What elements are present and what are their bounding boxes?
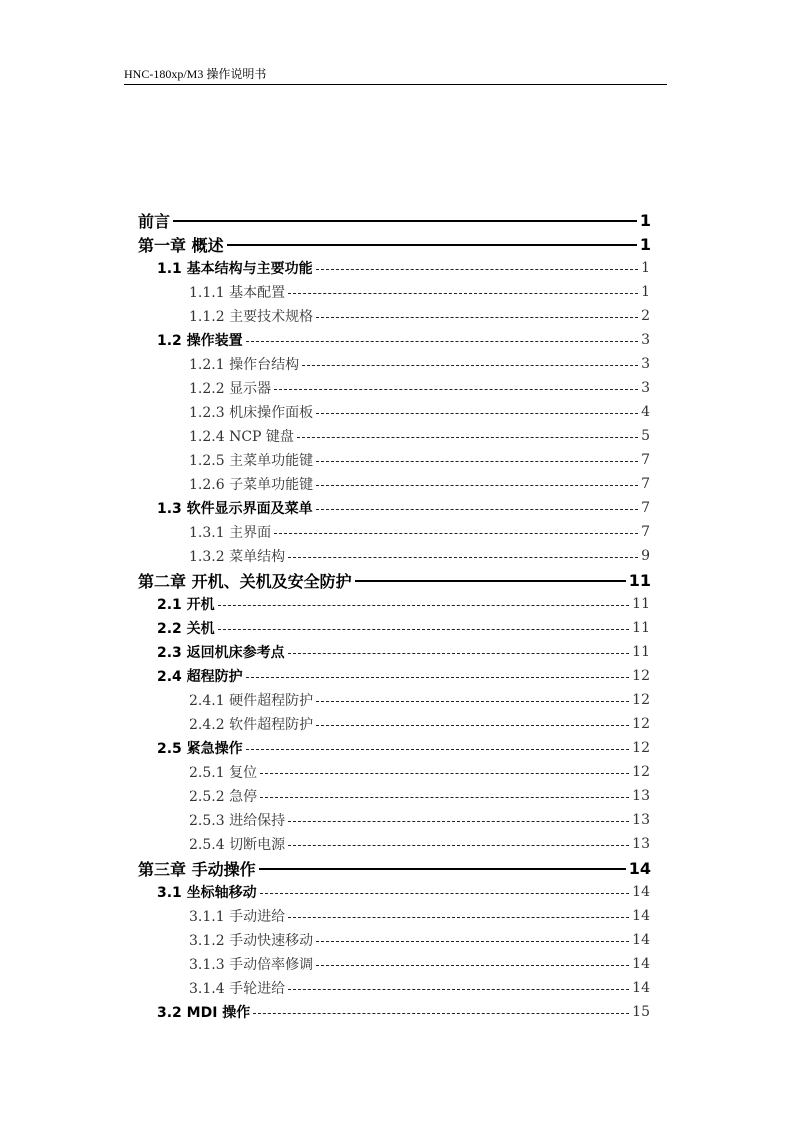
toc-entry[interactable] (138, 232, 651, 256)
toc-entry[interactable] (157, 664, 650, 688)
toc-entry-page: 12 (632, 740, 650, 756)
toc-entry-title: 1.1.2 主要技术规格 (189, 309, 314, 325)
toc-entry-title: 2.4 超程防护 (157, 669, 243, 685)
toc-entry[interactable] (189, 712, 650, 736)
toc-entry-title: 1.2.5 主菜单功能键 (189, 453, 314, 469)
toc-entry[interactable] (189, 976, 650, 1000)
toc-leader (288, 653, 629, 654)
toc-entry-page: 1 (641, 260, 650, 276)
toc-leader (316, 725, 629, 726)
toc-entry-title: 1.3 软件显示界面及菜单 (157, 501, 313, 517)
toc-entry-title: 第三章 手动操作 (138, 859, 256, 879)
toc-entry-title: 3.1.2 手动快速移动 (189, 933, 314, 949)
header-rule (124, 84, 667, 85)
toc-entry-page: 12 (632, 764, 650, 780)
toc-leader (297, 437, 638, 438)
toc-entry[interactable] (189, 472, 650, 496)
toc-leader (246, 677, 629, 678)
toc-entry-page: 4 (641, 404, 650, 420)
toc-leader (246, 341, 638, 342)
toc-leader (274, 389, 638, 390)
toc-entry-title: 3.2 MDI 操作 (157, 1005, 251, 1021)
toc-entry-page: 12 (632, 692, 650, 708)
toc-entry[interactable] (157, 880, 650, 904)
toc-entry-title: 第一章 概述 (138, 235, 224, 255)
toc-entry-title: 前言 (138, 211, 171, 231)
toc-leader (288, 557, 638, 558)
toc-entry-title: 1.2.6 子菜单功能键 (189, 477, 314, 493)
toc-entry-page: 5 (641, 428, 650, 444)
toc-entry-page: 11 (632, 596, 650, 612)
toc-leader (316, 701, 629, 702)
toc-entry[interactable] (157, 1000, 650, 1024)
toc-entry-title: 1.2.2 显示器 (189, 381, 272, 397)
toc-entry[interactable] (157, 616, 650, 640)
toc-entry-title: 1.1 基本结构与主要功能 (157, 261, 313, 277)
toc-leader (227, 244, 637, 246)
toc-entry-page: 1 (639, 234, 651, 254)
toc-leader (218, 629, 629, 630)
toc-leader (316, 965, 629, 966)
toc-entry-title: 1.1.1 基本配置 (189, 285, 286, 301)
toc-entry-page: 13 (632, 788, 650, 804)
toc-entry[interactable] (189, 520, 650, 544)
toc-entry[interactable] (157, 328, 650, 352)
toc-entry-page: 3 (641, 356, 650, 372)
toc-entry[interactable] (189, 904, 650, 928)
toc-entry-page: 7 (641, 524, 650, 540)
toc-leader (253, 1013, 629, 1014)
toc-entry[interactable] (189, 376, 650, 400)
toc-entry-page: 14 (628, 858, 651, 878)
toc-leader (288, 989, 629, 990)
toc-entry-title: 1.2.3 机床操作面板 (189, 405, 314, 421)
toc-leader (173, 220, 637, 222)
toc-entry-title: 1.2 操作装置 (157, 333, 243, 349)
toc-entry-page: 13 (632, 812, 650, 828)
toc-entry-page: 13 (632, 836, 650, 852)
toc-entry-title: 2.2 关机 (157, 621, 215, 637)
toc-entry[interactable] (189, 448, 650, 472)
toc-leader (274, 533, 638, 534)
toc-entry-title: 1.3.1 主界面 (189, 525, 272, 541)
toc-entry-page: 11 (632, 620, 650, 636)
toc-entry[interactable] (189, 688, 650, 712)
toc-entry-page: 3 (641, 332, 650, 348)
toc-leader (316, 941, 629, 942)
toc-entry[interactable] (138, 856, 651, 880)
toc-entry-title: 2.3 返回机床参考点 (157, 645, 285, 661)
toc-leader (316, 509, 638, 510)
toc-leader (316, 485, 638, 486)
toc-entry-page: 7 (641, 452, 650, 468)
toc-entry-title: 2.5.1 复位 (189, 765, 258, 781)
toc-entry-title: 第二章 开机、关机及安全防护 (138, 571, 352, 591)
toc-entry-page: 11 (632, 644, 650, 660)
toc-entry-page: 14 (632, 956, 650, 972)
toc-entry-title: 3.1.3 手动倍率修调 (189, 957, 314, 973)
toc-entry[interactable] (138, 568, 651, 592)
toc-leader (288, 293, 638, 294)
toc-leader (260, 797, 629, 798)
toc-entry[interactable] (189, 784, 650, 808)
toc-entry-page: 15 (632, 1004, 650, 1020)
toc-entry[interactable] (189, 952, 650, 976)
toc-entry[interactable] (189, 544, 650, 568)
toc-entry-title: 2.4.2 软件超程防护 (189, 717, 314, 733)
toc-entry-page: 14 (632, 932, 650, 948)
toc-leader (316, 269, 638, 270)
toc-entry-page: 1 (639, 210, 651, 230)
toc-entry[interactable] (157, 256, 650, 280)
toc-entry-page: 12 (632, 716, 650, 732)
toc-entry[interactable] (157, 496, 650, 520)
toc-leader (316, 461, 638, 462)
toc-entry[interactable] (189, 928, 650, 952)
toc-entry-title: 3.1.1 手动进给 (189, 909, 286, 925)
toc-entry[interactable] (189, 424, 650, 448)
toc-entry[interactable] (189, 760, 650, 784)
toc-entry[interactable] (189, 280, 650, 304)
toc-entry-title: 1.2.4 NCP 键盘 (189, 429, 294, 445)
toc-entry-page: 1 (641, 284, 650, 300)
toc-entry-page: 14 (632, 980, 650, 996)
toc-entry-page: 7 (641, 476, 650, 492)
toc-entry[interactable] (189, 400, 650, 424)
toc-leader (288, 845, 629, 846)
toc-leader (218, 605, 629, 606)
toc-leader (316, 317, 638, 318)
toc-entry-page: 11 (628, 570, 651, 590)
toc-entry-title: 3.1 坐标轴移动 (157, 885, 257, 901)
toc-leader (288, 917, 629, 918)
toc-entry[interactable] (189, 304, 650, 328)
toc-entry-page: 9 (641, 548, 650, 564)
toc-entry-title: 2.5.2 急停 (189, 789, 258, 805)
toc-entry-page: 7 (641, 500, 650, 516)
toc-entry-title: 3.1.4 手轮进给 (189, 981, 286, 997)
toc-entry[interactable] (138, 208, 651, 232)
toc-entry-page: 14 (632, 908, 650, 924)
toc-leader (302, 365, 638, 366)
toc-entry[interactable] (157, 592, 650, 616)
toc-entry[interactable] (157, 640, 650, 664)
toc-leader (288, 821, 629, 822)
toc-entry-title: 2.4.1 硬件超程防护 (189, 693, 314, 709)
toc-entry-title: 1.3.2 菜单结构 (189, 549, 286, 565)
toc-leader (316, 413, 638, 414)
toc-leader (260, 893, 629, 894)
toc-entry-title: 2.1 开机 (157, 597, 215, 613)
toc-leader (355, 580, 626, 582)
toc-entry-title: 2.5 紧急操作 (157, 741, 243, 757)
toc-entry-title: 2.5.3 进给保持 (189, 813, 286, 829)
toc-leader (260, 773, 629, 774)
toc-entry[interactable] (189, 352, 650, 376)
toc-entry[interactable] (157, 736, 650, 760)
toc-entry-title: 1.2.1 操作台结构 (189, 357, 300, 373)
toc-entry[interactable] (189, 832, 650, 856)
toc-leader (246, 749, 629, 750)
toc-entry-page: 2 (641, 308, 650, 324)
toc-leader (259, 868, 626, 870)
toc-entry-title: 2.5.4 切断电源 (189, 837, 286, 853)
toc-entry[interactable] (189, 808, 650, 832)
toc-entry-page: 3 (641, 380, 650, 396)
page-header: HNC-180xp/M3 操作说明书 (124, 67, 267, 81)
toc-entry-page: 12 (632, 668, 650, 684)
toc-entry-page: 14 (632, 884, 650, 900)
